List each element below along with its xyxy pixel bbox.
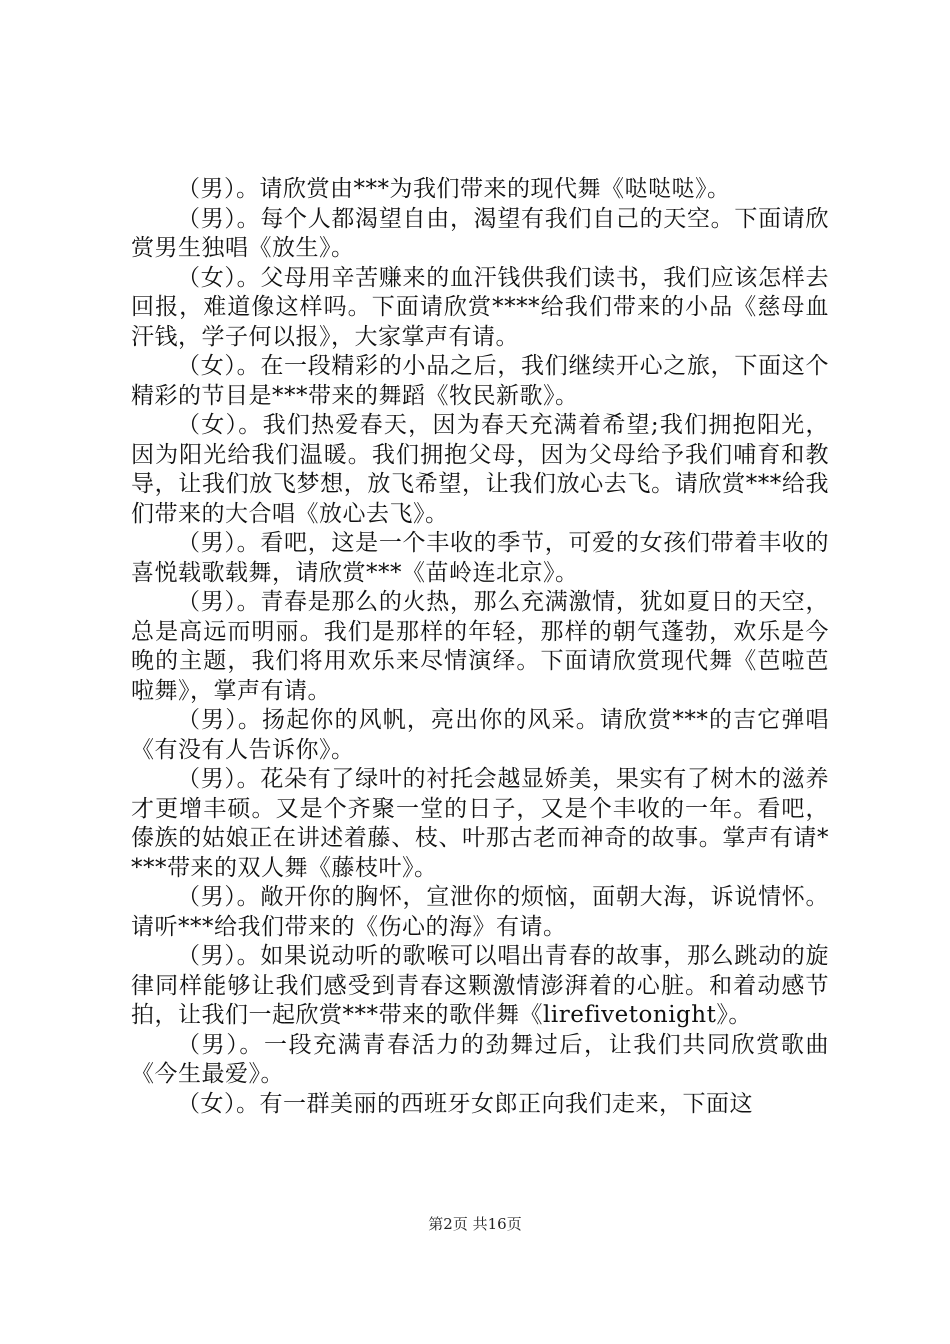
paragraph: （女）。父母用辛苦赚来的血汗钱供我们读书，我们应该怎样去回报，难道像这样吗。下面请欣赏****给我们带来的小品《慈母血汗钱，学子何以报》，大家掌声有请。 <box>131 264 829 350</box>
paragraph: （男）。扬起你的风帆，亮出你的风采。请欣赏***的吉它弹唱《有没有人告诉你》。 <box>131 707 829 763</box>
paragraph: （男）。看吧，这是一个丰收的季节，可爱的女孩们带着丰收的喜悦载歌载舞，请欣赏***《苗岭连北京》。 <box>131 530 829 586</box>
paragraph: （男）。一段充满青春活力的劲舞过后，让我们共同欣赏歌曲《今生最爱》。 <box>131 1031 829 1087</box>
paragraph: （男）。每个人都渴望自由，渴望有我们自己的天空。下面请欣赏男生独唱《放生》。 <box>131 205 829 261</box>
paragraph: （男）。青春是那么的火热，那么充满激情，犹如夏日的天空，总是高远而明丽。我们是那样的年轻，那样的朝气蓬勃，欢乐是今晚的主题，我们将用欢乐来尽情演绎。下面请欣赏现代舞《芭啦芭啦舞》，掌声有请。 <box>131 589 829 704</box>
page-footer: 第2页 共16页 <box>428 1215 522 1233</box>
document-body <box>131 175 829 1119</box>
paragraph: （女）。有一群美丽的西班牙女郎正向我们走来，下面这 <box>177 1090 753 1117</box>
paragraph: （女）。我们热爱春天，因为春天充满着希望;我们拥抱阳光，因为阳光给我们温暖。我们拥抱父母，因为父母给予我们哺育和教导，让我们放飞梦想，放飞希望，让我们放心去飞。请欣赏***给我们带来的大合唱《放心去飞》。 <box>131 412 829 527</box>
paragraph: （男）。如果说动听的歌喉可以唱出青春的故事，那么跳动的旋律同样能够让我们感受到青春这颗激情澎湃着的心脏。和着动感节拍，让我们一起欣赏***带来的歌伴舞《lirefivetonight》。 <box>131 943 829 1028</box>
paragraph: （男）。敞开你的胸怀，宣泄你的烦恼，面朝大海，诉说情怀。请听***给我们带来的《伤心的海》有请。 <box>131 884 829 940</box>
paragraph: （男）。请欣赏由***为我们带来的现代舞《哒哒哒》。 <box>177 176 731 202</box>
paragraph: （男）。花朵有了绿叶的衬托会越显娇美，果实有了树木的滋养才更增丰硕。又是个齐聚一堂的日子，又是个丰收的一年。看吧，傣族的姑娘正在讲述着藤、枝、叶那古老而神奇的故事。掌声有请****带来的双人舞《藤枝叶》。 <box>131 766 829 881</box>
paragraph: （女）。在一段精彩的小品之后，我们继续开心之旅，下面这个精彩的节目是***带来的舞蹈《牧民新歌》。 <box>131 353 829 409</box>
